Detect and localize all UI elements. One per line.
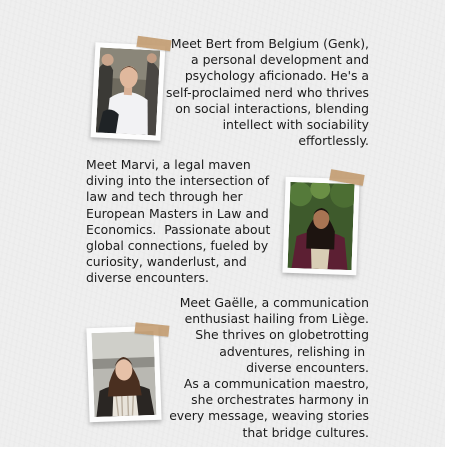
page-edge-right — [445, 0, 451, 450]
bio-line: Economics. Passionate about — [86, 221, 271, 237]
bio-gaelle — [162, 295, 369, 441]
bio-line: she orchestrates harmony in — [191, 392, 369, 408]
bio-line: As a communication maestro, — [183, 376, 369, 392]
bio-line: Meet Bert from Belgium (Genk), — [170, 36, 369, 51]
bio-bert — [150, 36, 369, 149]
bio-line: on social interactions, blending — [175, 100, 369, 116]
photo-gaelle — [86, 326, 161, 422]
bio-line: a personal development and — [191, 52, 369, 68]
bio-line: self-proclaimed nerd who thrives — [165, 84, 369, 100]
bio-line: Meet Gaëlle, a communication — [179, 295, 369, 310]
bio-line: effortlessly. — [298, 133, 369, 149]
bio-line: diverse encounters. — [246, 359, 369, 375]
bio-line: every message, weaving stories — [169, 408, 369, 424]
photo-marvi — [282, 177, 359, 276]
bio-line: global connections, fueled by — [86, 238, 269, 254]
bio-line: adventures, relishing in — [219, 343, 369, 359]
bio-marvi — [86, 157, 276, 287]
bio-line: law and tech through her — [86, 189, 243, 205]
portrait-gaelle — [92, 331, 157, 417]
bio-line: curiosity, wanderlust, and — [86, 254, 247, 270]
portrait-marvi — [288, 182, 355, 270]
bio-line: that bridge cultures. — [242, 424, 369, 440]
bio-line: intellect with sociability — [222, 117, 369, 133]
bio-line: diverse encounters. — [86, 270, 209, 286]
bio-line: psychology aficionado. He's a — [184, 68, 369, 84]
bio-line: European Masters in Law and — [86, 205, 269, 221]
bio-line: She thrives on globetrotting — [195, 327, 369, 343]
bio-line: Meet Marvi, a legal maven — [86, 157, 251, 172]
bio-line: enthusiast hailing from Liège. — [184, 311, 369, 327]
bio-line: diving into the intersection of — [86, 173, 270, 189]
